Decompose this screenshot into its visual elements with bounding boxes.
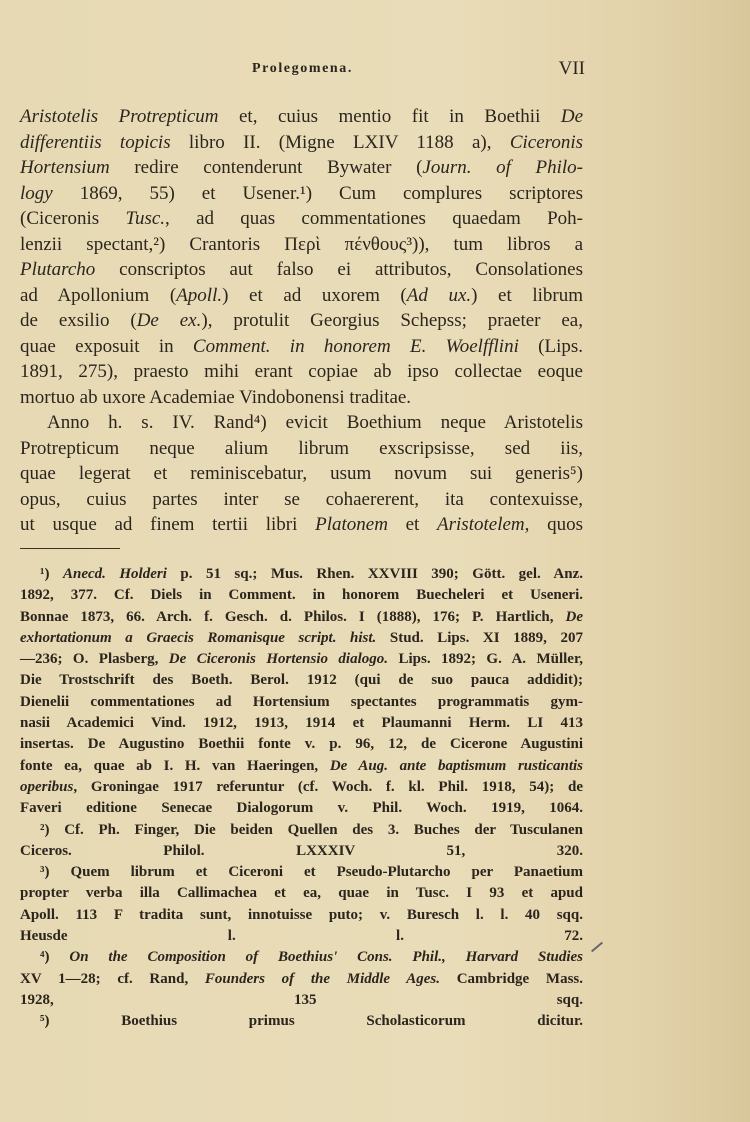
footnote-line [20,692,583,713]
text: lenzii spectant,²) Crantoris Περὶ πένθους³)), tum libros a [20,233,583,255]
text: —236; O. Plasberg, [20,651,169,668]
text-line [20,359,583,385]
text-line [20,308,583,334]
footnote-separator [20,548,120,549]
text: 1892, 377. Cf. Diels in Comment. in honorem Buecheleri et Useneri. [20,587,583,604]
text: Die Trostschrift des Boeth. Berol. 1912 (qui de suo pauca addidit); [20,672,583,689]
text: ²) Cf. Ph. Finger, Die beiden Quellen des 3. Buches der Tusculanen [40,821,583,838]
italic-text: Platonem [315,514,388,535]
italic-text: logy [20,182,53,204]
italic-text: De [565,608,583,625]
text: 1869, 55) et Usener.¹) Cum complures scriptores [52,182,583,204]
main-text [20,104,583,538]
footnote-line [20,820,583,841]
text-line [20,181,583,207]
text: ¹) [40,566,63,582]
italic-text: Journ. of Philo- [422,157,583,178]
text-line [20,487,583,513]
text: Cambridge Mass. [440,970,584,987]
text: Ciceros. Philol. LXXXIV 51, 320. [20,842,583,859]
text: 1928, 135 sqq. [20,991,583,1008]
running-header [20,58,585,82]
text-line [20,206,583,232]
text: Apoll. 113 F tradita sunt, innotuisse puto; v. Buresch l. l. 40 sqq. [20,906,583,923]
footnote-line [20,841,583,862]
footnotes [20,564,583,1033]
italic-text: De ex. [136,310,202,331]
footnote-line [20,734,583,755]
text: Stud. Lips. XI 1889, 207 [376,629,583,646]
italic-text: Anecd. Holderi [62,566,167,582]
text: mortuo ab uxore Academiae Vindobonensi traditae. [20,386,412,408]
text: ) et librum [471,284,583,306]
footnote-line [20,990,583,1011]
text: quae exposuit in [20,335,193,357]
text: quae legerat et reminiscebatur, usum novum sui generis⁵) [20,463,583,484]
text: , ad quas commentationes quaedam Poh- [165,208,583,229]
footnote-line [20,798,583,819]
text: Lips. 1892; G. A. Müller, [388,651,583,668]
text: Protrepticum neque alium librum exscripsisse, sed iis, [20,437,583,459]
footnote-line [20,607,583,628]
text: ⁴) [40,949,70,966]
footnote-line [20,926,583,947]
footnote-line [20,564,583,585]
text: ), protulit Georgius Schepss; praeter ea, [201,310,583,331]
text: nasii Academici Vind. 1912, 1913, 1914 et Plaumanni Herm. LI 413 [20,715,583,732]
text: conscriptos aut falso ei attributos, Consolationes [95,259,583,280]
text: , Groningae 1917 referuntur (cf. Woch. f. kl. Phil. 1918, 54); de [73,778,583,795]
text-line [20,257,583,283]
text-line [20,436,583,462]
footnote-line [20,649,583,670]
italic-text: operibus [20,778,74,795]
text-line [20,410,583,436]
italic-text: Tusc. [125,208,166,229]
footnote-line [20,883,583,904]
italic-text: Aristotelem [437,514,525,535]
italic-text: Apoll. [176,284,223,306]
text: et, cuius mentio fit in Boethii [218,106,561,127]
running-title: Prolegomena. [252,61,353,76]
footnote-line [20,756,583,777]
text: Bonnae 1873, 66. Arch. f. Gesch. d. Philos. I (1888), 176; P. Hartlich, [20,608,566,625]
text: Dienelii commentationes ad Hortensium spectantes programmatis gym- [20,693,583,710]
text: de exsilio ( [20,310,137,331]
text: Faveri editione Senecae Dialogorum v. Phil. Woch. 1919, 1064. [20,800,583,817]
italic-text: Founders of the Middle Ages. [204,970,440,987]
italic-text: Aristotelis Protrepticum [20,106,219,127]
italic-text: De Aug. ante baptismum rusticantis [329,757,583,774]
text: Anno h. s. IV. Rand⁴) evicit Boethium neque Aristotelis [47,412,583,433]
text-line [20,334,583,360]
footnote-line [20,777,583,798]
italic-text: Ad ux. [406,284,472,306]
footnote-line [20,862,583,883]
text: propter verba illa Callimachea et ea, quae in Tusc. I 93 et apud [20,885,583,902]
text: (Ciceronis [20,208,126,229]
italic-text: Ciceronis [509,131,583,153]
footnote-line [20,670,583,691]
text: opus, cuius partes inter se cohaererent, ita contexuisse, [20,488,583,510]
text: (Lips. [518,335,584,357]
text: Heusde l. l. 72. [20,928,583,945]
text-line [20,130,583,156]
italic-text: Hortensium [20,157,110,178]
italic-text: De [560,106,583,127]
footnote-line [20,713,583,734]
page-number: VII [558,58,585,79]
text: , quos [524,514,583,535]
text: redire contenderunt Bywater ( [109,157,423,178]
italic-text: exhortationum a Graecis Romanisque script. hist. [20,629,377,646]
text-line [20,104,583,130]
text: p. 51 sq.; Mus. Rhen. XXVIII 390; Gött. gel. Anz. [166,566,583,582]
italic-text: Comment. in honorem E. Woelfflini [192,335,519,357]
text-line [20,283,583,309]
footnote-line [20,969,583,990]
footnote-line [20,905,583,926]
text: libro II. (Migne LXIV 1188 a), [170,131,510,153]
text-line [20,385,583,411]
text-line [20,232,583,258]
text: ⁵) Boethius primus Scholasticorum dicitur. [40,1013,583,1030]
text-line [20,461,583,487]
pencil-mark [591,942,603,953]
footnote-line [20,585,583,606]
italic-text: De Ciceronis Hortensio dialogo. [168,651,389,668]
text: ad Apollonium ( [20,284,177,306]
text-line [20,512,583,538]
text: ut usque ad finem tertii libri [20,514,316,535]
italic-text: differentiis topicis [20,131,171,153]
text: XV 1—28; cf. Rand, [20,970,205,987]
footnote-line [20,947,583,968]
italic-text: Plutarcho [20,259,96,280]
text: 1891, 275), praesto mihi erant copiae ab ipso collectae eoque [20,361,583,382]
footnote-line [20,1011,583,1032]
text-line [20,155,583,181]
italic-text: On the Composition of Boethius' Cons. Phil., Harvard Studies [69,949,584,966]
text: fonte ea, quae ab I. H. van Haeringen, [20,757,330,774]
text: ) et ad uxorem ( [222,284,407,306]
text: insertas. De Augustino Boethii fonte v. p. 96, 12, de Cicerone Augustini [20,736,583,753]
text: et [387,514,438,535]
text: ³) Quem librum et Ciceroni et Pseudo-Plutarcho per Panaetium [40,864,583,881]
footnote-line [20,628,583,649]
